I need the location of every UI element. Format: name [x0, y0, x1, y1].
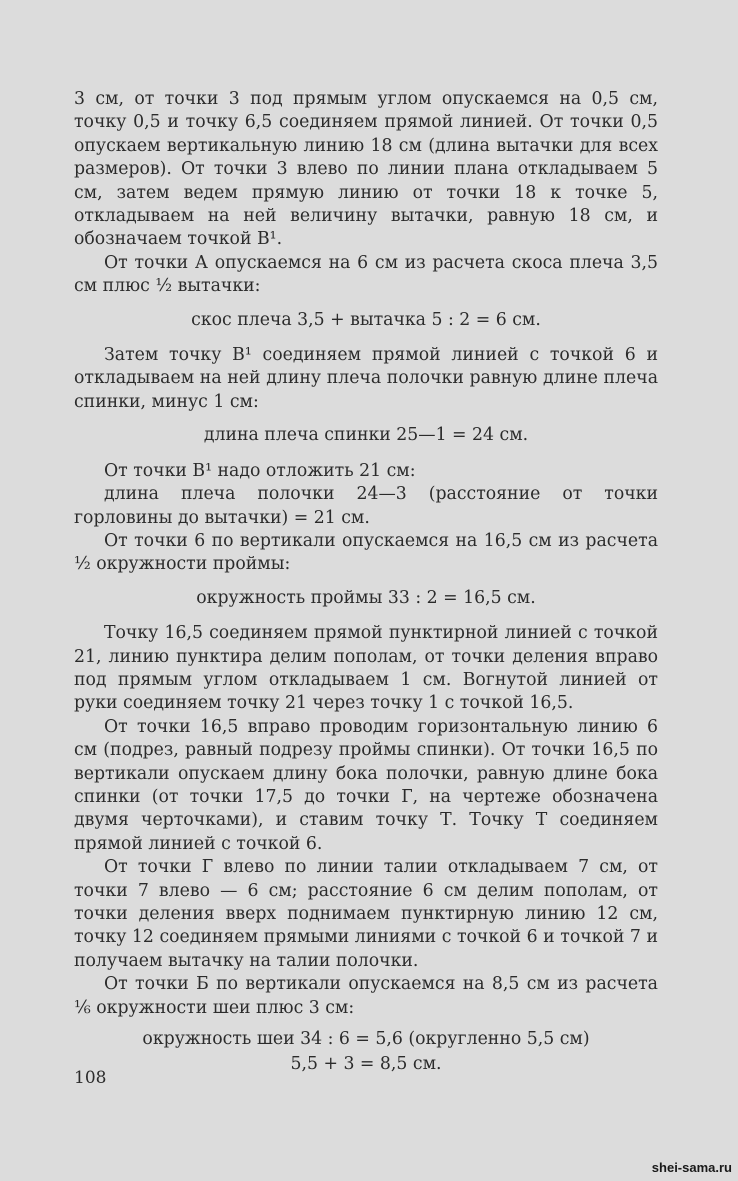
formula-back-shoulder: длина плеча спинки 25—1 = 24 см. — [203, 425, 529, 446]
formula-shoulder-slope: скос плеча 3,5 + вытачка 5 : 2 = 6 см. — [191, 309, 541, 330]
paragraph-4: От точки В¹ надо отложить 21 см: — [104, 460, 416, 481]
paragraph-10: От точки Б по вертикали опускаемся на 8,5 см из расчета ⅙ окружности шеи плюс 3 см: — [74, 974, 658, 1018]
paragraph-7: Точку 16,5 соединяем прямой пунктирной линией с точкой 21, линию пунктира делим пополам, от точки деления вправо под прямым углом откладываем 1 см. Вогнутой линией от руки соединяем точку 21 через точку 1 с точкой 16,5. — [74, 623, 658, 714]
paragraph-2: От точки А опускаемся на 6 см из расчета скоса плеча 3,5 см плюс ½ вытачки: — [74, 252, 658, 297]
formula-armhole: окружность проймы 33 : 2 = 16,5 см. — [196, 587, 536, 608]
body-text — [74, 88, 658, 1079]
formula-neck: окружность шеи 34 : 6 = 5,6 (округленно 5,5 см) — [142, 1029, 590, 1050]
paragraph-1: 3 см, от точки 3 под прямым углом опускаемся на 0,5 см, точку 0,5 и точку 6,5 соединяем прямой линией. От точки 0,5 опускаем вертикальную линию 18 см (длина вытачки для всех размеров). От точки 3 влево по линии плана откладываем 5 см, затем ведем прямую линию от точки 18 к точке 5, откладываем на ней величину вытачки, равную 18 см, и обозначаем точкой В¹. — [74, 89, 658, 250]
page-number: 108 — [74, 1068, 107, 1088]
paragraph-8: От точки 16,5 вправо проводим горизонтальную линию 6 см (подрез, равный подрезу проймы спинки). От точки 16,5 по вертикали опускаем длину бока полочки, равную длине бока спинки (от точки 17,5 до точки Г, на чертеже обозначена двумя черточками), и ставим точку Т. Точку Т соединяем прямой линией с точкой 6. — [74, 716, 658, 854]
paragraph-5: длина плеча полочки 24—3 (расстояние от точки горловины до вытачки) = 21 см. — [74, 484, 658, 528]
watermark: shei-sama.ru — [651, 1160, 732, 1175]
paragraph-3: Затем точку В¹ соединяем прямой линией с точкой 6 и откладываем на ней длину плеча полочки равную длине плеча спинки, минус 1 см: — [74, 345, 658, 412]
paragraph-6: От точки 6 по вертикали опускаемся на 16,5 см из расчета ½ окружности проймы: — [74, 530, 658, 575]
paragraph-9: От точки Г влево по линии талии откладываем 7 см, от точки 7 влево — 6 см; расстояние 6 см делим пополам, от точки деления вверх поднимаем пунктирную линию 12 см, точку 12 соединяем прямыми линиями с точкой 6 и точкой 7 и получаем вытачку на талии полочки. — [74, 857, 658, 971]
formula-neck-sum: 5,5 + 3 = 8,5 см. — [290, 1054, 442, 1075]
